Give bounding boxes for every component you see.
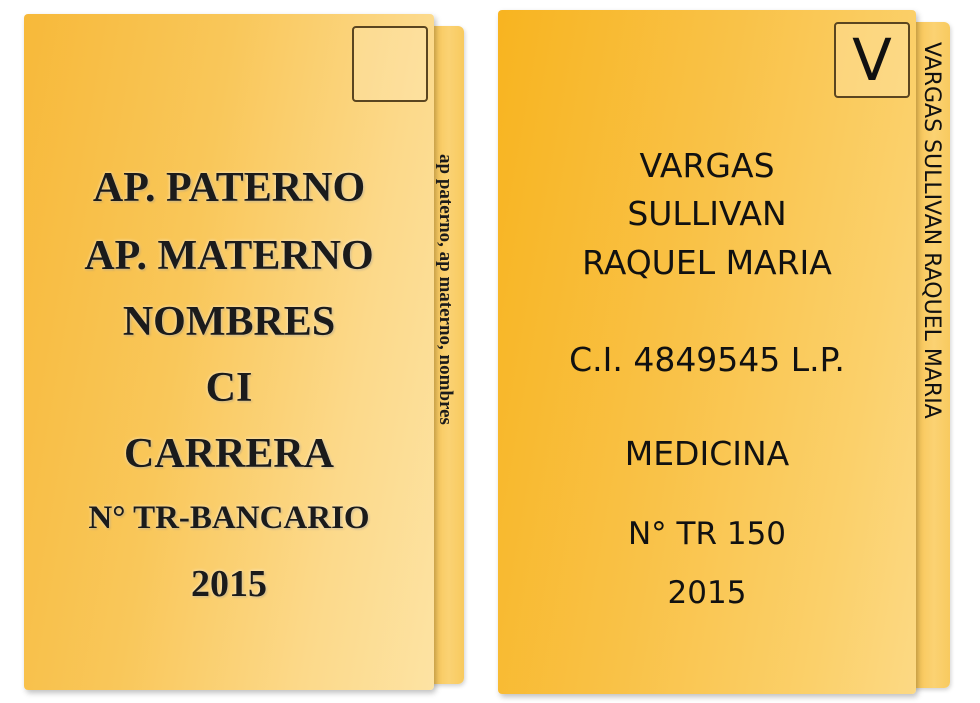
label-maternal-surname: AP. MATERNO bbox=[84, 233, 374, 279]
label-ci: CI bbox=[205, 365, 253, 411]
tr-number: N° TR 150 bbox=[627, 516, 787, 552]
label-year: 2015 bbox=[191, 563, 267, 605]
year: 2015 bbox=[667, 575, 747, 611]
folder-cover bbox=[498, 10, 916, 694]
paternal-surname: VARGAS bbox=[639, 146, 775, 185]
maternal-surname: SULLIVAN bbox=[627, 194, 787, 233]
label-names: NOMBRES bbox=[122, 299, 336, 345]
given-names: RAQUEL MARIA bbox=[582, 243, 832, 282]
identity-card: C.I. 4849545 L.P. bbox=[569, 340, 845, 379]
initial-box: V bbox=[834, 22, 910, 98]
label-career: CARRERA bbox=[124, 431, 334, 477]
example-folder bbox=[498, 10, 950, 694]
spine-label: VARGAS SULLIVAN RAQUEL MARIA bbox=[919, 42, 944, 419]
template-folder bbox=[24, 14, 464, 690]
folder-cover bbox=[24, 14, 434, 690]
career: MEDICINA bbox=[624, 434, 790, 473]
initial-box bbox=[352, 26, 428, 102]
spine-label: ap paterno, ap materno, nombres bbox=[435, 154, 456, 425]
label-paternal-surname: AP. PATERNO bbox=[92, 165, 366, 211]
label-tr-number: N° TR-BANCARIO bbox=[88, 500, 370, 536]
